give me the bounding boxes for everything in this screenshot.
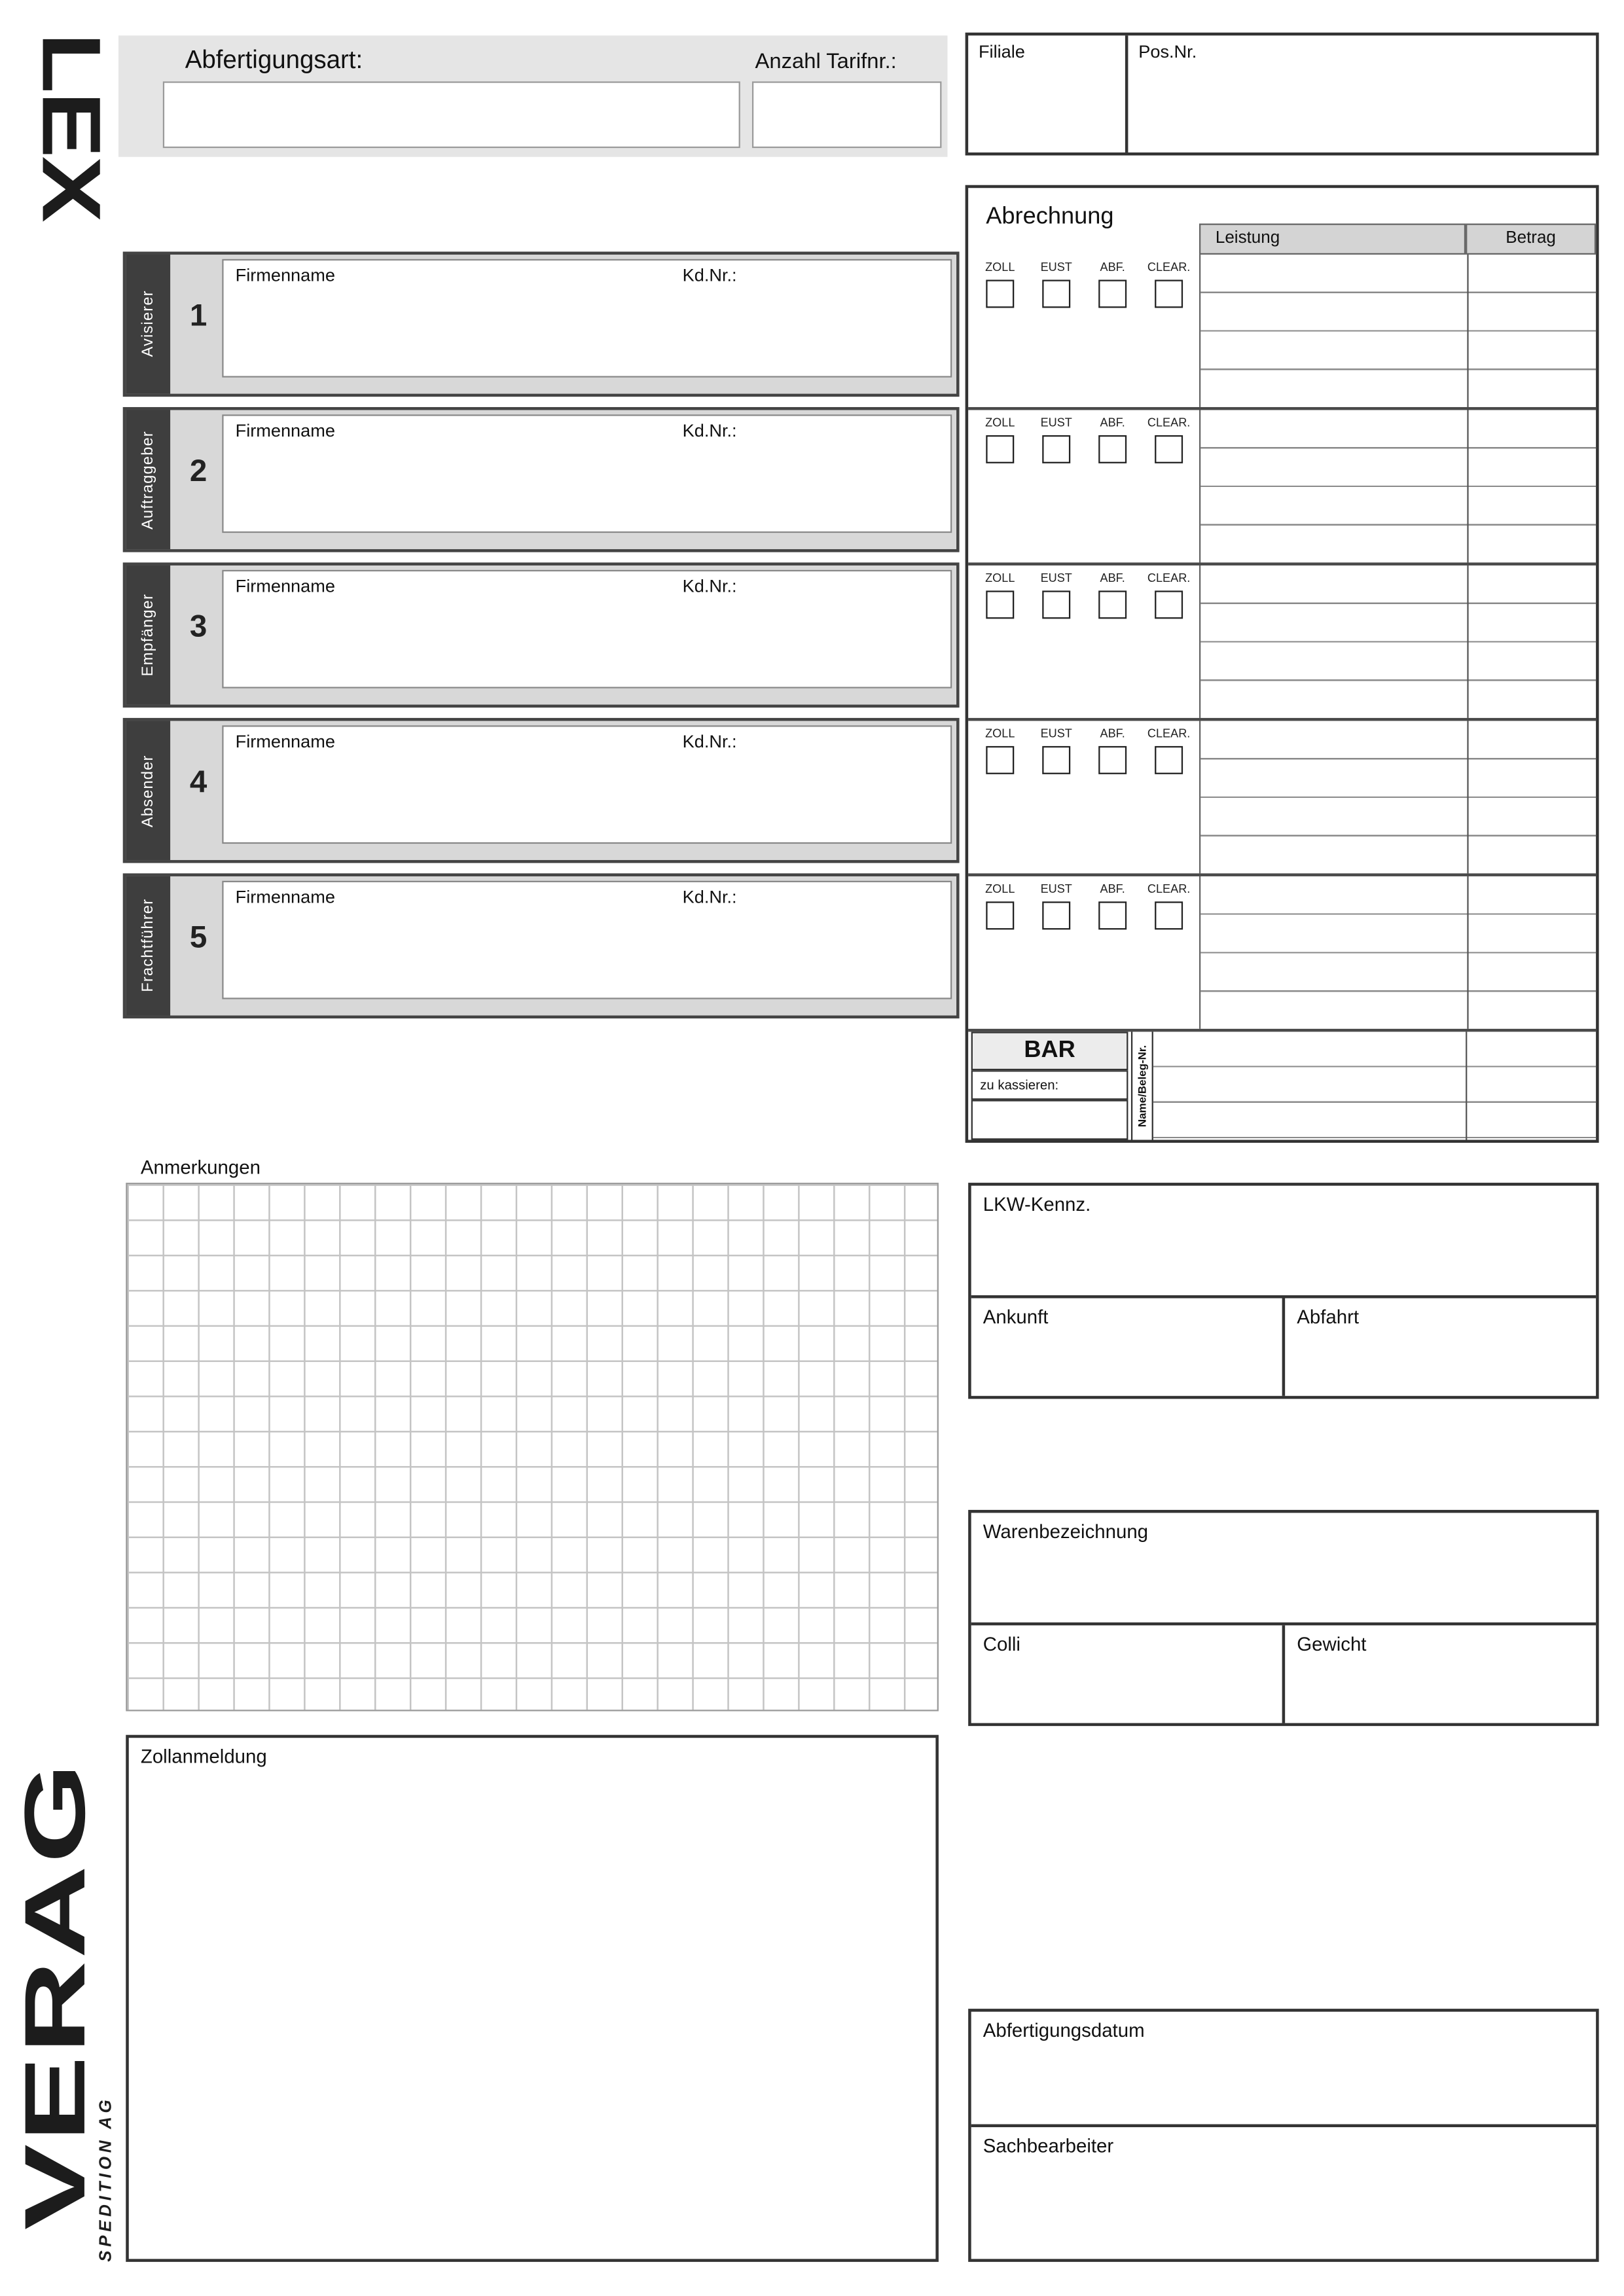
spedition-ag-logo: SPEDITION AG bbox=[98, 2096, 116, 2262]
eust-checkbox[interactable] bbox=[1042, 435, 1070, 463]
gewicht-field[interactable] bbox=[1282, 1625, 1596, 1723]
party-number: 3 bbox=[189, 609, 208, 644]
posnr-label: Pos.Nr. bbox=[1138, 41, 1197, 62]
abrechnung-section-1 bbox=[968, 255, 1596, 410]
zollanmeldung-field[interactable] bbox=[126, 1735, 939, 2262]
role-strip bbox=[126, 255, 170, 394]
zoll-checkbox[interactable] bbox=[986, 901, 1014, 929]
zoll-label: ZOLL bbox=[985, 416, 1015, 429]
zoll-checkbox[interactable] bbox=[986, 746, 1014, 774]
abf-label: ABF. bbox=[1100, 726, 1125, 740]
clear-label: CLEAR. bbox=[1147, 726, 1191, 740]
lkw-box bbox=[968, 1183, 1598, 1399]
lex-logo: LEX bbox=[25, 32, 118, 221]
firmenname-label: Firmenname bbox=[235, 264, 335, 286]
clear-label: CLEAR. bbox=[1147, 882, 1191, 896]
firmenname-field-5[interactable] bbox=[222, 881, 952, 999]
party-block-absender bbox=[123, 718, 960, 863]
abrechnung-section-3 bbox=[968, 565, 1596, 721]
betrag-column-header: Betrag bbox=[1466, 224, 1596, 255]
name-beleg-strip bbox=[1131, 1031, 1153, 1139]
colli-gewicht-row bbox=[971, 1623, 1596, 1723]
role-label: Auftraggeber bbox=[139, 430, 157, 529]
abf-label: ABF. bbox=[1100, 882, 1125, 896]
abf-label: ABF. bbox=[1100, 260, 1125, 274]
leistung-betrag-rows-4[interactable] bbox=[1199, 721, 1596, 873]
betrag-column-divider bbox=[1467, 255, 1468, 407]
warenbezeichnung-label: Warenbezeichnung bbox=[983, 1520, 1149, 1543]
betrag-column-divider bbox=[1467, 876, 1468, 1029]
role-label: Frachtführer bbox=[139, 899, 157, 993]
abrechnung-section-2 bbox=[968, 410, 1596, 565]
name-beleg-label: Name/Beleg-Nr. bbox=[1135, 1045, 1149, 1127]
zoll-label: ZOLL bbox=[985, 260, 1015, 274]
firmenname-field-1[interactable] bbox=[222, 259, 952, 378]
party-number: 4 bbox=[189, 765, 208, 800]
abf-checkbox[interactable] bbox=[1098, 901, 1127, 929]
kdnr-label: Kd.Nr.: bbox=[682, 886, 737, 908]
bar-title: BAR bbox=[971, 1031, 1128, 1070]
filiale-label: Filiale bbox=[978, 41, 1025, 62]
zoll-checkbox[interactable] bbox=[986, 279, 1014, 308]
sachbearbeiter-label: Sachbearbeiter bbox=[983, 2134, 1114, 2157]
abf-checkbox[interactable] bbox=[1098, 435, 1127, 463]
warenbezeichnung-box bbox=[968, 1510, 1598, 1726]
clear-label: CLEAR. bbox=[1147, 260, 1191, 274]
party-number: 1 bbox=[189, 298, 208, 333]
colli-field[interactable] bbox=[971, 1625, 1282, 1723]
role-label: Absender bbox=[139, 754, 157, 827]
firmenname-label: Firmenname bbox=[235, 420, 335, 441]
eust-checkbox[interactable] bbox=[1042, 901, 1070, 929]
clearance-checkbox-group-4 bbox=[975, 726, 1193, 774]
leistung-betrag-rows-1[interactable] bbox=[1199, 255, 1596, 407]
zollanmeldung-label: Zollanmeldung bbox=[140, 1745, 267, 1768]
abrechnung-section-4 bbox=[968, 721, 1596, 876]
eust-label: EUST bbox=[1040, 260, 1072, 274]
abfertigungsdatum-box bbox=[968, 2009, 1598, 2262]
colli-label: Colli bbox=[983, 1632, 1020, 1655]
sachbearbeiter-field[interactable] bbox=[971, 2125, 1596, 2259]
kdnr-label: Kd.Nr.: bbox=[682, 264, 737, 286]
leistung-betrag-rows-2[interactable] bbox=[1199, 410, 1596, 562]
clear-label: CLEAR. bbox=[1147, 571, 1191, 585]
abfahrt-field[interactable] bbox=[1282, 1299, 1596, 1396]
role-strip bbox=[126, 565, 170, 705]
party-block-auftraggeber bbox=[123, 407, 960, 552]
leistung-column-header: Leistung bbox=[1199, 224, 1466, 255]
clear-checkbox[interactable] bbox=[1155, 746, 1183, 774]
clearance-checkbox-group-5 bbox=[975, 882, 1193, 929]
clear-checkbox[interactable] bbox=[1155, 901, 1183, 929]
verag-logo: VERAG bbox=[7, 1761, 104, 2231]
abfertigungsart-input[interactable] bbox=[163, 81, 740, 148]
zoll-label: ZOLL bbox=[985, 571, 1015, 585]
firmenname-field-2[interactable] bbox=[222, 414, 952, 533]
role-strip bbox=[126, 410, 170, 549]
kdnr-label: Kd.Nr.: bbox=[682, 731, 737, 752]
abrechnung-box bbox=[965, 185, 1599, 1143]
abrechnung-section-5 bbox=[968, 876, 1596, 1031]
zu-kassieren-label: zu kassieren: bbox=[971, 1070, 1128, 1100]
zoll-label: ZOLL bbox=[985, 882, 1015, 896]
abfertigung-header-band bbox=[118, 35, 948, 156]
leistung-betrag-rows-3[interactable] bbox=[1199, 565, 1596, 718]
party-block-empfaenger bbox=[123, 562, 960, 708]
abf-label: ABF. bbox=[1100, 571, 1125, 585]
abfertigungsdatum-label: Abfertigungsdatum bbox=[983, 2018, 1145, 2041]
firmenname-label: Firmenname bbox=[235, 886, 335, 908]
betrag-column-divider bbox=[1466, 1031, 1467, 1139]
role-strip bbox=[126, 876, 170, 1016]
firmenname-field-3[interactable] bbox=[222, 570, 952, 689]
abf-label: ABF. bbox=[1100, 416, 1125, 429]
bar-section bbox=[968, 1031, 1596, 1139]
party-block-avisierer bbox=[123, 251, 960, 397]
kdnr-label: Kd.Nr.: bbox=[682, 420, 737, 441]
betrag-column-divider bbox=[1467, 721, 1468, 873]
eust-label: EUST bbox=[1040, 726, 1072, 740]
eust-checkbox[interactable] bbox=[1042, 590, 1070, 619]
firmenname-label: Firmenname bbox=[235, 575, 335, 597]
abf-checkbox[interactable] bbox=[1098, 590, 1127, 619]
abf-checkbox[interactable] bbox=[1098, 746, 1127, 774]
clear-checkbox[interactable] bbox=[1155, 279, 1183, 308]
anzahl-tarifnr-input[interactable] bbox=[752, 81, 941, 148]
leistung-betrag-rows-5[interactable] bbox=[1199, 876, 1596, 1029]
anzahl-tarifnr-label: Anzahl Tarifnr.: bbox=[755, 50, 897, 75]
ankunft-abfahrt-row bbox=[971, 1295, 1596, 1396]
zoll-label: ZOLL bbox=[985, 726, 1015, 740]
clearance-checkbox-group-3 bbox=[975, 571, 1193, 619]
clearance-checkbox-group-1 bbox=[975, 260, 1193, 308]
firmenname-field-4[interactable] bbox=[222, 725, 952, 844]
party-block-frachtfuehrer bbox=[123, 873, 960, 1018]
warenbezeichnung-field[interactable] bbox=[971, 1513, 1596, 1622]
eust-checkbox[interactable] bbox=[1042, 279, 1070, 308]
clear-label: CLEAR. bbox=[1147, 416, 1191, 429]
anmerkungen-grid[interactable] bbox=[126, 1183, 939, 1711]
zoll-checkbox[interactable] bbox=[986, 590, 1014, 619]
abrechnung-title: Abrechnung bbox=[986, 204, 1114, 230]
eust-checkbox[interactable] bbox=[1042, 746, 1070, 774]
abf-checkbox[interactable] bbox=[1098, 279, 1127, 308]
posnr-field[interactable] bbox=[1128, 35, 1596, 152]
party-number: 5 bbox=[189, 920, 208, 955]
abfertigungsdatum-field[interactable] bbox=[971, 2012, 1596, 2125]
abfahrt-label: Abfahrt bbox=[1297, 1305, 1360, 1328]
role-strip bbox=[126, 721, 170, 860]
lkw-kennz-label: LKW-Kennz. bbox=[983, 1193, 1091, 1215]
ankunft-field[interactable] bbox=[971, 1299, 1282, 1396]
zu-kassieren-amount-field[interactable] bbox=[971, 1100, 1128, 1139]
bar-rows[interactable] bbox=[1153, 1031, 1596, 1139]
filiale-field[interactable] bbox=[968, 35, 1128, 152]
eust-label: EUST bbox=[1040, 571, 1072, 585]
firmenname-label: Firmenname bbox=[235, 731, 335, 752]
lkw-kennz-field[interactable] bbox=[971, 1186, 1596, 1295]
eust-label: EUST bbox=[1040, 882, 1072, 896]
betrag-column-divider bbox=[1467, 410, 1468, 562]
eust-label: EUST bbox=[1040, 416, 1072, 429]
kdnr-label: Kd.Nr.: bbox=[682, 575, 737, 597]
betrag-column-divider bbox=[1467, 565, 1468, 718]
filiale-posnr-box bbox=[965, 33, 1599, 156]
clearance-checkbox-group-2 bbox=[975, 416, 1193, 463]
clear-checkbox[interactable] bbox=[1155, 590, 1183, 619]
zoll-checkbox[interactable] bbox=[986, 435, 1014, 463]
gewicht-label: Gewicht bbox=[1297, 1632, 1367, 1655]
role-label: Empfänger bbox=[139, 594, 157, 677]
ankunft-label: Ankunft bbox=[983, 1305, 1049, 1328]
party-number: 2 bbox=[189, 454, 208, 489]
anmerkungen-label: Anmerkungen bbox=[140, 1156, 261, 1179]
abfertigungsart-label: Abfertigungsart: bbox=[185, 46, 363, 75]
role-label: Avisierer bbox=[139, 291, 157, 358]
clear-checkbox[interactable] bbox=[1155, 435, 1183, 463]
